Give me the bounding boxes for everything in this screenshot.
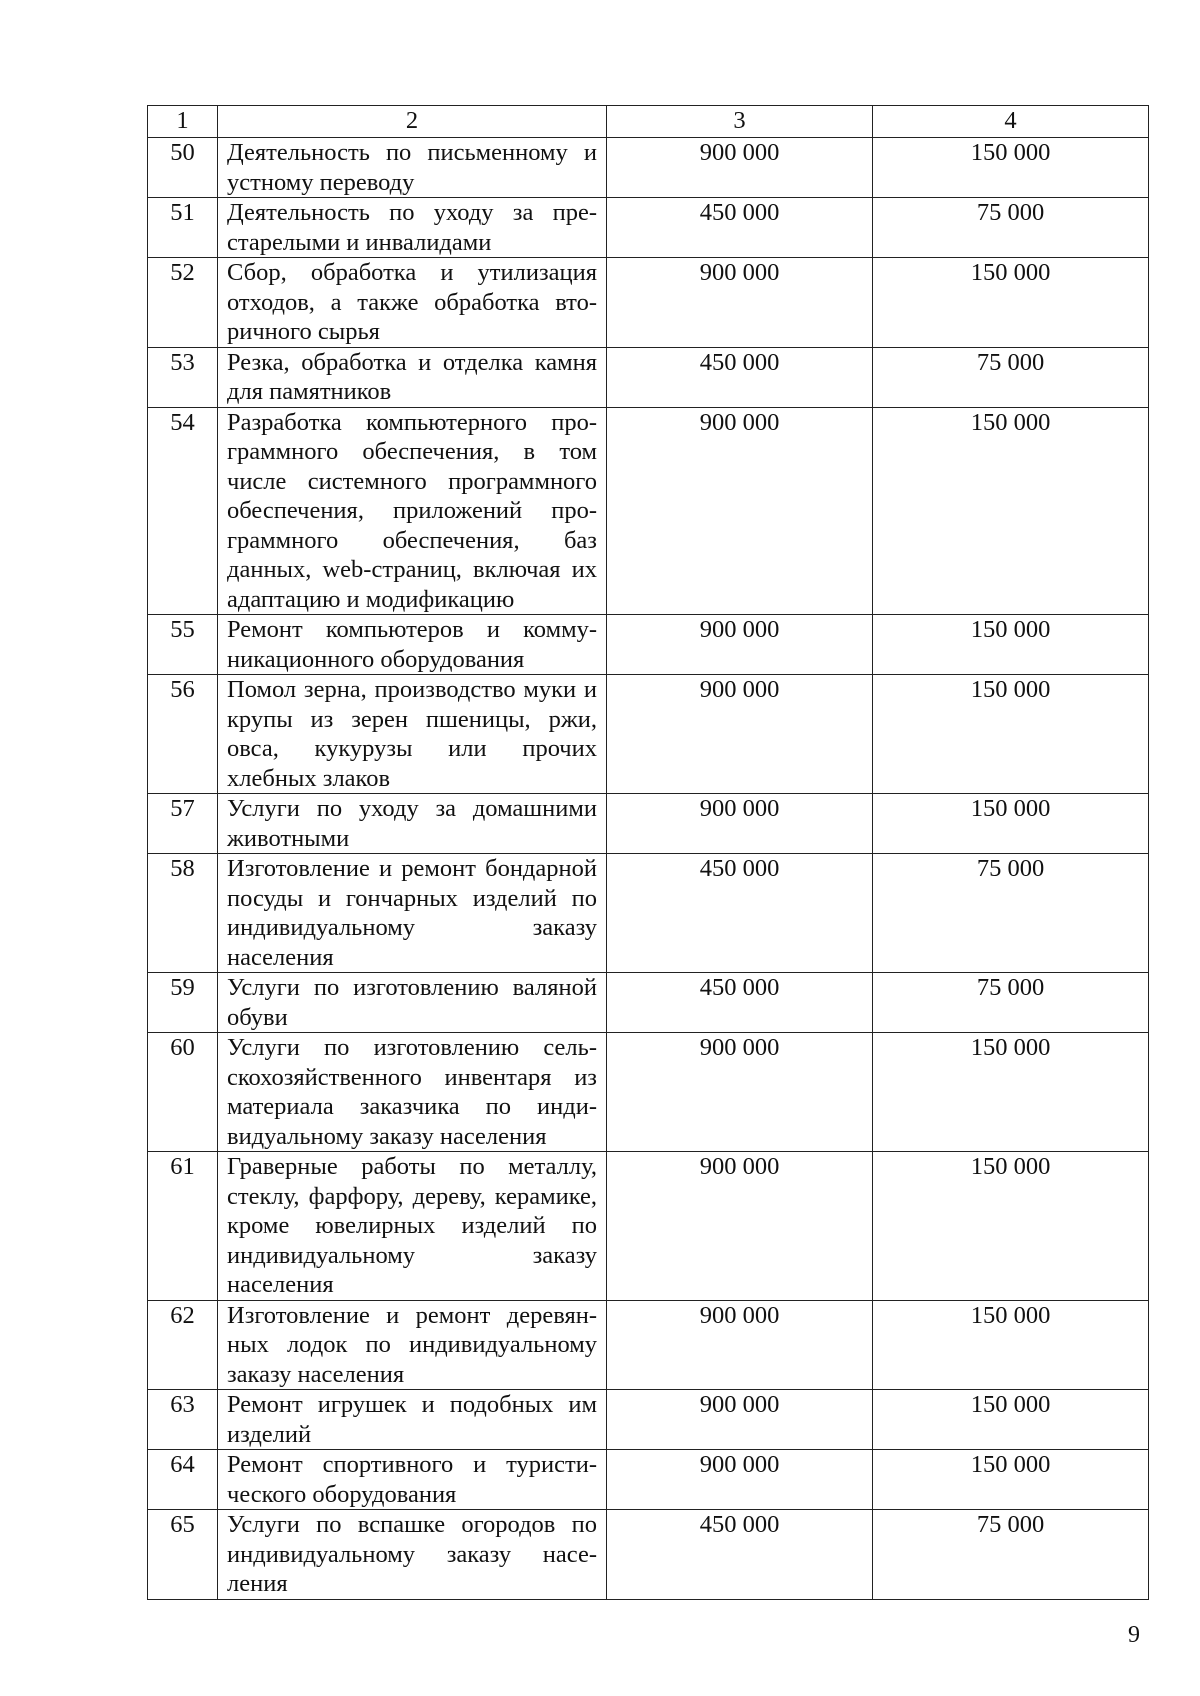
value-col4-cell — [873, 1152, 1149, 1301]
value-col3-cell — [607, 794, 873, 854]
row-number-cell: 65 — [148, 1510, 218, 1600]
table-row — [148, 675, 1149, 794]
table-row — [148, 1450, 1149, 1510]
row-number-cell: 59 — [148, 973, 218, 1033]
value-col4-cell — [873, 973, 1149, 1033]
table-row — [148, 1033, 1149, 1152]
page-number: 9 — [1128, 1622, 1140, 1648]
table-row — [148, 407, 1149, 615]
row-number-cell: 60 — [148, 1033, 218, 1152]
table-row — [148, 138, 1149, 198]
table-row — [148, 1152, 1149, 1301]
value-col4-cell — [873, 407, 1149, 615]
value-col3-cell-text: 450 000 — [699, 974, 780, 1001]
value-col4-cell — [873, 1390, 1149, 1450]
activity-cell: Деятельность по уходу за престарелыми и инвалидами — [218, 198, 607, 258]
row-number-cell: 58 — [148, 854, 218, 973]
value-col3-cell — [607, 1390, 873, 1450]
value-col4-cell-text: 150 000 — [970, 1034, 1051, 1061]
table-row — [148, 854, 1149, 973]
row-number-cell: 51 — [148, 198, 218, 258]
value-col3-cell — [607, 675, 873, 794]
value-col3-cell-text: 900 000 — [699, 1153, 780, 1180]
value-col3-cell — [607, 1033, 873, 1152]
value-col3-cell-text: 450 000 — [699, 855, 780, 882]
value-col3-cell-text: 900 000 — [699, 139, 780, 166]
value-col4-cell-text: 150 000 — [970, 1301, 1051, 1329]
activity-cell: Граверные работы по металлу, стеклу, фарфору, дереву, керамике, кроме ювелирных изделий по индивидуальному заказу населения — [218, 1152, 607, 1301]
row-number-cell: 52 — [148, 258, 218, 348]
value-col3-cell — [607, 347, 873, 407]
activity-cell: Деятельность по письменному и устному переводу — [218, 138, 607, 198]
value-col4-cell-text: 150 000 — [970, 1391, 1051, 1418]
value-col4-cell-text: 150 000 — [970, 139, 1051, 166]
row-number-cell: 50 — [148, 138, 218, 198]
value-col3-cell — [607, 973, 873, 1033]
activity-cell: Резка, обработка и отделка камня для памятников — [218, 347, 607, 407]
activity-cell: Услуги по вспашке огородов по индивидуальному заказу населения — [218, 1510, 607, 1600]
table-row — [148, 1300, 1149, 1390]
value-col3-cell-text: 900 000 — [699, 259, 780, 286]
table-row — [148, 198, 1149, 258]
activity-cell: Услуги по изготовлению валяной обуви — [218, 973, 607, 1033]
row-number-cell: 64 — [148, 1450, 218, 1510]
value-col4-cell-text: 150 000 — [970, 1451, 1051, 1478]
row-number-cell: 56 — [148, 675, 218, 794]
table-row — [148, 973, 1149, 1033]
table-row — [148, 615, 1149, 675]
table-row — [148, 794, 1149, 854]
activity-cell: Изготовление и ремонт бондарной посуды и гончарных изделий по индивидуальному заказу населения — [218, 854, 607, 973]
value-col3-cell — [607, 1300, 873, 1390]
activity-cell: Разработка компьютерного программного обеспечения, в том числе системного программного обеспечения, приложений программного обеспечения, баз данных, web-страниц, включая их адаптацию и модификацию — [218, 407, 607, 615]
value-col3-cell — [607, 854, 873, 973]
row-number-cell: 63 — [148, 1390, 218, 1450]
value-col4-cell-text: 75 000 — [976, 348, 1045, 376]
value-col3-cell — [607, 1510, 873, 1600]
activity-cell: Помол зерна, производство муки и крупы из зерен пшеницы, ржи, овса, кукурузы или прочих хлебных злаков — [218, 675, 607, 794]
value-col3-cell-text: 900 000 — [699, 1451, 780, 1478]
table-body — [148, 106, 1149, 1600]
value-col4-cell-text: 150 000 — [970, 616, 1051, 643]
value-col3-cell-text: 900 000 — [699, 795, 780, 822]
header-cell-2: 2 — [218, 106, 607, 138]
value-col3-cell-text: 450 000 — [699, 1511, 780, 1538]
value-col4-cell — [873, 675, 1149, 794]
value-col3-cell — [607, 1450, 873, 1510]
value-col4-cell-text: 150 000 — [970, 259, 1051, 286]
activity-cell: Сбор, обработка и утилизация отходов, а также обработка вторичного сырья — [218, 258, 607, 348]
row-number-cell: 62 — [148, 1300, 218, 1390]
table-row — [148, 1510, 1149, 1600]
row-number-cell: 55 — [148, 615, 218, 675]
activity-cell: Услуги по изготовлению сельскохозяйственного инвентаря из материала заказчика по индивидуальному заказу населения — [218, 1033, 607, 1152]
tariff-table — [147, 105, 1149, 1600]
value-col3-cell-text: 900 000 — [699, 676, 780, 703]
row-number-cell: 54 — [148, 407, 218, 615]
value-col4-cell-text: 75 000 — [976, 1511, 1045, 1538]
value-col4-cell — [873, 1300, 1149, 1390]
value-col4-cell — [873, 1450, 1149, 1510]
value-col4-cell-text: 75 000 — [976, 199, 1045, 226]
activity-cell: Ремонт спортивного и туристического оборудования — [218, 1450, 607, 1510]
value-col3-cell-text: 900 000 — [699, 1034, 780, 1061]
value-col4-cell — [873, 258, 1149, 348]
table-row — [148, 1390, 1149, 1450]
header-cell-3: 3 — [607, 106, 873, 138]
value-col4-cell — [873, 615, 1149, 675]
value-col4-cell-text: 75 000 — [976, 855, 1045, 882]
table-row — [148, 258, 1149, 348]
activity-cell: Изготовление и ремонт деревянных лодок по индивидуальному заказу населения — [218, 1300, 607, 1390]
value-col3-cell — [607, 138, 873, 198]
value-col4-cell-text: 150 000 — [970, 408, 1051, 436]
value-col4-cell — [873, 854, 1149, 973]
value-col4-cell — [873, 138, 1149, 198]
value-col3-cell-text: 450 000 — [699, 348, 780, 376]
value-col4-cell-text: 150 000 — [970, 676, 1051, 703]
value-col4-cell — [873, 347, 1149, 407]
value-col4-cell-text: 150 000 — [970, 795, 1051, 822]
value-col4-cell-text: 150 000 — [970, 1153, 1051, 1180]
header-cell-4: 4 — [873, 106, 1149, 138]
row-number-cell: 61 — [148, 1152, 218, 1301]
value-col3-cell — [607, 615, 873, 675]
value-col4-cell — [873, 794, 1149, 854]
row-number-cell: 57 — [148, 794, 218, 854]
activity-cell: Ремонт игрушек и подобных им изделий — [218, 1390, 607, 1450]
activity-cell: Ремонт компьютеров и коммуникационного оборудования — [218, 615, 607, 675]
table-header-row — [148, 106, 1149, 138]
value-col3-cell — [607, 1152, 873, 1301]
value-col3-cell — [607, 407, 873, 615]
value-col3-cell-text: 450 000 — [699, 199, 780, 226]
value-col4-cell — [873, 198, 1149, 258]
value-col4-cell — [873, 1033, 1149, 1152]
value-col3-cell-text: 900 000 — [699, 1391, 780, 1418]
value-col4-cell-text: 75 000 — [976, 974, 1045, 1001]
header-cell-1: 1 — [148, 106, 218, 138]
table-row — [148, 347, 1149, 407]
value-col3-cell — [607, 258, 873, 348]
value-col3-cell-text: 900 000 — [699, 1301, 780, 1329]
value-col3-cell — [607, 198, 873, 258]
activity-cell: Услуги по уходу за домашними животными — [218, 794, 607, 854]
row-number-cell: 53 — [148, 347, 218, 407]
value-col3-cell-text: 900 000 — [699, 616, 780, 643]
value-col3-cell-text: 900 000 — [699, 408, 780, 436]
value-col4-cell — [873, 1510, 1149, 1600]
